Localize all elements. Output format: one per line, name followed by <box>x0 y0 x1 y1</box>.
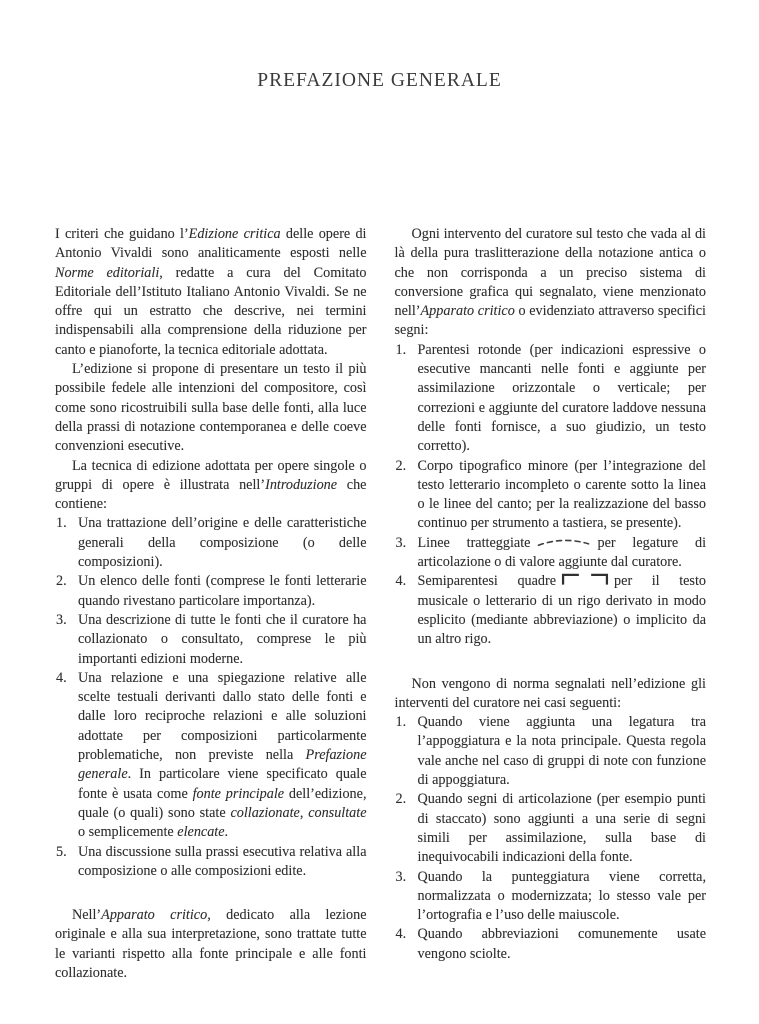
italic-text: Edizione critica <box>188 226 281 242</box>
list-item-number: 2. <box>395 457 407 474</box>
italic-text: Prefazione generale <box>78 747 367 783</box>
right-column <box>395 225 707 983</box>
list-item: 1. Quando viene aggiunta una legatura tra l’appoggiatura e la nota principale. Questa regola vale anche nel caso di gruppi di note con funzione di appoggiatura. <box>395 714 706 789</box>
numbered-list <box>55 514 367 881</box>
italic-text: consultate <box>308 804 367 821</box>
two-column-text <box>55 225 706 983</box>
italic-text: fonte principale <box>192 785 285 802</box>
left-half-bracket-icon <box>561 573 580 586</box>
page-title: PREFAZIONE GENERALE <box>257 70 502 91</box>
paragraph: Nell’Apparato critico, dedicato alla lezione originale e alla sua interpretazione, sono trattate tutte le varianti rispetto alla fonte principale e alle fonti collazionate. <box>55 907 367 981</box>
italic-text: Apparato critico <box>420 303 515 320</box>
left-column <box>55 225 367 983</box>
list-item: 1. Parentesi rotonde (per indicazioni espressive o esecutive mancanti nelle fonti e aggiunte per assimilazione orizzontale o verticale; per correzioni e aggiunte del curatore laddove nessuna delle fonti fornisce, a suo giudizio, un testo corretto). <box>395 341 706 455</box>
list-item-number: 3. <box>395 534 407 551</box>
italic-text: elencate <box>177 824 225 841</box>
italic-text: collazionate <box>230 804 300 821</box>
list-item-number: 3. <box>56 611 67 628</box>
list-item-number: 4. <box>56 669 67 686</box>
list-item: 2. Corpo tipografico minore (per l’integrazione del testo letterario incompleto o carente sotto la linea o le linee del canto; per la realizzazione del basso continuo per strumento a tastiera, se presente). <box>395 457 706 532</box>
list-item: 2. Un elenco delle fonti (comprese le fonti letterarie quando rivestano particolare importanza). <box>56 573 367 609</box>
numbered-list <box>395 341 707 650</box>
italic-text: Norme editoriali <box>55 264 160 281</box>
list-item-number: 1. <box>395 341 407 358</box>
list-item: 3. Una descrizione di tutte le fonti che il curatore ha collazionato o consultato, comprese le più importanti edizioni moderne. <box>56 611 367 667</box>
list-item-number: 1. <box>56 515 67 532</box>
list-item-number: 4. <box>395 926 407 943</box>
list-item-number: 5. <box>56 843 67 860</box>
numbered-list <box>395 713 707 964</box>
list-item: 5. Una discussione sulla prassi esecutiva relativa alla composizione o alle composizioni edite. <box>56 843 367 879</box>
paragraph: L’edizione si propone di presentare un testo il più possibile fedele alle intenzioni del compositore, così come sono ricostruibili sulla base delle fonti, alla luce della prassi di notazione contemporanea e delle coeve convenzioni esecutive. <box>55 361 367 455</box>
paragraph: Ogni intervento del curatore sul testo che vada al di là della pura traslitterazione della notazione antica o che non corrisponda a un preciso sistema di conversione grafica qui segnalato, viene menzionato nell’Apparato critico o evidenziato attraverso specifici segni: <box>394 226 706 339</box>
paragraph: I criteri che guidano l’Edizione critica delle opere di Antonio Vivaldi sono analiticamente esposti nelle Norme editoriali, redatte a cura del Comitato Editoriale dell’Istituto Italiano Antonio Vivaldi. Se ne offre qui un estratto che descrive, nei termini indispensabili alla comprensione della riduzione per canto e pianoforte, la tecnica editoriale adottata. <box>55 226 367 358</box>
list-item: 1. Una trattazione dell’origine e delle caratteristiche generali della composizione (o delle composizioni). <box>56 515 367 571</box>
right-half-bracket-icon <box>590 573 609 586</box>
list-item-number: 4. <box>395 573 407 590</box>
dashed-slur-icon <box>535 535 592 548</box>
italic-text: Apparato critico <box>101 907 208 924</box>
list-item-number: 3. <box>395 868 407 885</box>
list-item: 4. Semiparentesi quadre per il testo musicale o letterario di un rigo derivato in modo esplicito (mediante abbreviazione) o implicito da un altro rigo. <box>395 573 706 648</box>
italic-text: Introduzione <box>265 476 338 493</box>
list-item: 2. Quando segni di articolazione (per esempio punti di staccato) sono aggiunti a una serie di segni simili per assimilazione, sulla base di inequivocabili indicazioni della fonte. <box>395 791 706 866</box>
list-item-number: 1. <box>395 714 407 731</box>
list-item: 3. Quando la punteggiatura viene corretta, normalizzata o modernizzata; lo stesso vale per l’ortografia e l’uso delle maiuscole. <box>395 868 706 924</box>
paragraph: La tecnica di edizione adottata per opere singole o gruppi di opere è illustrata nell’Introduzione che contiene: <box>55 457 367 513</box>
list-item-number: 2. <box>56 573 67 590</box>
list-item: 4. Una relazione e una spiegazione relative alle scelte testuali derivanti dallo stato delle fonti e dalle loro reciproche relazioni e alle soluzioni adottate per composizioni particolarmente problematiche, non previste nella Prefazione generale. In particolare viene specificato quale fonte è usata come fonte principale dell’edizione, quale (o quali) sono state collazionate, consultate o semplicemente elencate. <box>56 669 367 841</box>
list-item: 3. Linee tratteggiate per legature di articolazione o di valore aggiunte dal curatore. <box>395 534 707 571</box>
paragraph: Non vengono di norma segnalati nell’edizione gli interventi del curatore nei casi seguenti: <box>394 675 706 711</box>
list-item: 4. Quando abbreviazioni comunemente usate vengono sciolte. <box>395 926 706 962</box>
list-item-number: 2. <box>395 791 407 808</box>
